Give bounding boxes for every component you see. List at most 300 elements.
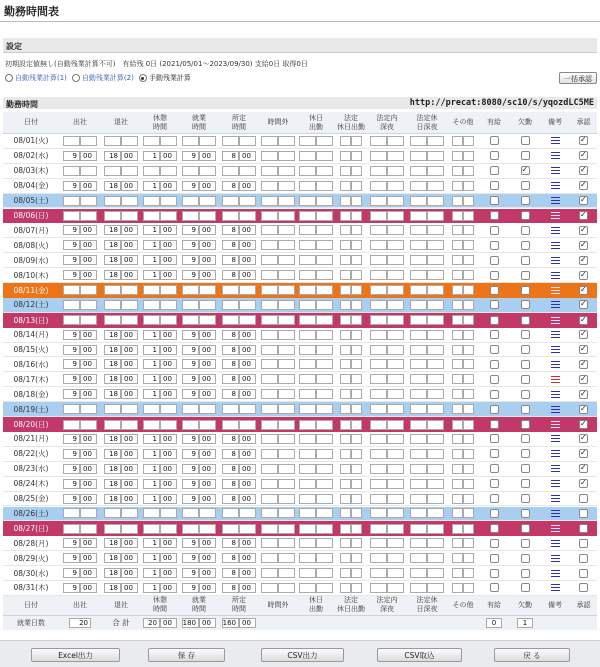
paid-leave-checkbox[interactable] [490,211,499,220]
paid-leave-checkbox[interactable] [490,539,499,548]
legal-holiday-work-minutes-input[interactable] [351,479,362,489]
work-hours-input[interactable] [182,136,199,146]
legal-night-hours-input[interactable] [370,270,387,280]
legal-holiday-work-minutes-input[interactable] [351,285,362,295]
holiday-work-hours-input[interactable] [299,315,316,325]
legal-holiday-night-minutes-input[interactable] [427,136,444,146]
legal-night-hours-input[interactable] [370,285,387,295]
overtime-minutes-input[interactable] [278,255,295,265]
holiday-work-minutes-input[interactable] [316,315,333,325]
start-minutes-input[interactable] [80,404,97,414]
paid-leave-checkbox[interactable] [490,300,499,309]
other-minutes-input[interactable] [463,568,474,578]
other-minutes-input[interactable] [463,211,474,221]
break-hours-input[interactable] [143,404,160,414]
legal-holiday-night-minutes-input[interactable] [427,255,444,265]
legal-holiday-night-minutes-input[interactable] [427,300,444,310]
legal-holiday-work-minutes-input[interactable] [351,151,362,161]
overtime-minutes-input[interactable] [278,136,295,146]
holiday-work-minutes-input[interactable] [316,136,333,146]
approval-checkbox[interactable] [579,390,588,399]
other-minutes-input[interactable] [463,285,474,295]
absence-checkbox[interactable] [521,434,530,443]
legal-night-minutes-input[interactable] [387,196,404,206]
legal-night-minutes-input[interactable] [387,479,404,489]
work-minutes-input[interactable]: 00 [199,181,216,191]
work-minutes-input[interactable] [199,300,216,310]
legal-holiday-night-hours-input[interactable] [410,225,427,235]
paid-leave-checkbox[interactable] [490,449,499,458]
scheduled-minutes-input[interactable]: 00 [239,240,256,250]
legal-holiday-night-hours-input[interactable] [410,300,427,310]
scheduled-hours-input[interactable] [222,136,239,146]
break-hours-input[interactable] [143,420,160,430]
approval-checkbox[interactable] [579,360,588,369]
scheduled-hours-input[interactable] [222,300,239,310]
paid-leave-checkbox[interactable] [490,256,499,265]
approval-checkbox[interactable] [579,509,588,518]
break-minutes-input[interactable]: 00 [160,255,177,265]
start-minutes-input[interactable] [80,524,97,534]
legal-holiday-work-hours-input[interactable] [340,420,351,430]
holiday-work-minutes-input[interactable] [316,464,333,474]
legal-holiday-work-minutes-input[interactable] [351,553,362,563]
other-hours-input[interactable] [452,181,463,191]
approval-checkbox[interactable] [579,316,588,325]
paid-leave-checkbox[interactable] [490,583,499,592]
end-minutes-input[interactable] [121,196,138,206]
scheduled-minutes-input[interactable]: 00 [239,151,256,161]
paid-leave-checkbox[interactable] [490,345,499,354]
approval-checkbox[interactable] [579,330,588,339]
legal-holiday-night-minutes-input[interactable] [427,374,444,384]
holiday-work-minutes-input[interactable] [316,166,333,176]
memo-icon[interactable] [551,361,560,368]
work-hours-input[interactable]: 9 [182,151,199,161]
legal-holiday-work-minutes-input[interactable] [351,374,362,384]
work-minutes-input[interactable] [199,420,216,430]
break-hours-input[interactable]: 1 [143,568,160,578]
other-minutes-input[interactable] [463,330,474,340]
legal-holiday-night-minutes-input[interactable] [427,211,444,221]
legal-holiday-work-minutes-input[interactable] [351,330,362,340]
other-hours-input[interactable] [452,300,463,310]
start-minutes-input[interactable] [80,508,97,518]
paid-leave-checkbox[interactable] [490,151,499,160]
end-minutes-input[interactable]: 00 [121,434,138,444]
legal-night-hours-input[interactable] [370,449,387,459]
holiday-work-hours-input[interactable] [299,524,316,534]
memo-icon[interactable] [551,465,560,472]
holiday-work-minutes-input[interactable] [316,389,333,399]
start-minutes-input[interactable]: 00 [80,434,97,444]
legal-holiday-night-hours-input[interactable] [410,583,427,593]
memo-icon[interactable] [551,212,560,219]
holiday-work-minutes-input[interactable] [316,225,333,235]
legal-holiday-night-hours-input[interactable] [410,330,427,340]
break-minutes-input[interactable]: 00 [160,270,177,280]
work-minutes-input[interactable]: 00 [199,225,216,235]
start-minutes-input[interactable]: 00 [80,359,97,369]
work-hours-input[interactable]: 9 [182,330,199,340]
overtime-minutes-input[interactable] [278,479,295,489]
approval-checkbox[interactable] [579,375,588,384]
scheduled-hours-input[interactable]: 8 [222,568,239,578]
start-hours-input[interactable]: 9 [63,330,80,340]
end-minutes-input[interactable] [121,136,138,146]
holiday-work-minutes-input[interactable] [316,404,333,414]
end-hours-input[interactable]: 18 [104,479,121,489]
legal-holiday-work-minutes-input[interactable] [351,420,362,430]
scheduled-hours-input[interactable]: 8 [222,374,239,384]
work-hours-input[interactable] [182,404,199,414]
other-minutes-input[interactable] [463,538,474,548]
legal-night-minutes-input[interactable] [387,225,404,235]
holiday-work-minutes-input[interactable] [316,568,333,578]
holiday-work-hours-input[interactable] [299,538,316,548]
legal-holiday-work-minutes-input[interactable] [351,404,362,414]
absence-checkbox[interactable] [521,151,530,160]
paid-leave-checkbox[interactable] [490,271,499,280]
legal-night-minutes-input[interactable] [387,181,404,191]
paid-leave-checkbox[interactable] [490,524,499,533]
break-hours-input[interactable] [143,166,160,176]
holiday-work-minutes-input[interactable] [316,345,333,355]
overtime-minutes-input[interactable] [278,211,295,221]
other-hours-input[interactable] [452,464,463,474]
legal-holiday-night-minutes-input[interactable] [427,508,444,518]
holiday-work-minutes-input[interactable] [316,479,333,489]
absence-checkbox[interactable] [521,136,530,145]
other-hours-input[interactable] [452,538,463,548]
memo-icon[interactable] [551,510,560,517]
scheduled-hours-input[interactable]: 8 [222,449,239,459]
paid-leave-checkbox[interactable] [490,136,499,145]
work-minutes-input[interactable] [199,315,216,325]
legal-night-minutes-input[interactable] [387,508,404,518]
scheduled-minutes-input[interactable]: 00 [239,479,256,489]
holiday-work-hours-input[interactable] [299,166,316,176]
end-hours-input[interactable]: 18 [104,583,121,593]
holiday-work-hours-input[interactable] [299,300,316,310]
end-hours-input[interactable] [104,211,121,221]
break-minutes-input[interactable]: 00 [160,494,177,504]
memo-icon[interactable] [551,376,560,383]
other-hours-input[interactable] [452,330,463,340]
memo-icon[interactable] [551,197,560,204]
start-hours-input[interactable] [63,136,80,146]
memo-icon[interactable] [551,242,560,249]
legal-night-minutes-input[interactable] [387,315,404,325]
approval-checkbox[interactable] [579,449,588,458]
approval-checkbox[interactable] [579,196,588,205]
legal-holiday-night-minutes-input[interactable] [427,524,444,534]
start-minutes-input[interactable] [80,196,97,206]
legal-holiday-work-minutes-input[interactable] [351,240,362,250]
legal-holiday-night-minutes-input[interactable] [427,240,444,250]
legal-night-hours-input[interactable] [370,374,387,384]
scheduled-hours-input[interactable]: 8 [222,330,239,340]
break-minutes-input[interactable]: 00 [160,359,177,369]
end-hours-input[interactable]: 18 [104,374,121,384]
start-minutes-input[interactable]: 00 [80,494,97,504]
approval-checkbox[interactable] [579,569,588,578]
legal-holiday-work-minutes-input[interactable] [351,449,362,459]
paid-leave-checkbox[interactable] [490,494,499,503]
legal-holiday-work-minutes-input[interactable] [351,315,362,325]
end-hours-input[interactable] [104,196,121,206]
legal-holiday-work-hours-input[interactable] [340,345,351,355]
overtime-hours-input[interactable] [261,389,278,399]
scheduled-minutes-input[interactable]: 00 [239,330,256,340]
legal-holiday-work-hours-input[interactable] [340,225,351,235]
legal-holiday-work-hours-input[interactable] [340,196,351,206]
absence-checkbox[interactable] [521,524,530,533]
work-minutes-input[interactable] [199,404,216,414]
legal-holiday-work-minutes-input[interactable] [351,211,362,221]
holiday-work-hours-input[interactable] [299,285,316,295]
legal-holiday-work-hours-input[interactable] [340,538,351,548]
end-hours-input[interactable]: 18 [104,345,121,355]
other-minutes-input[interactable] [463,255,474,265]
memo-icon[interactable] [551,331,560,338]
holiday-work-minutes-input[interactable] [316,270,333,280]
legal-holiday-night-minutes-input[interactable] [427,359,444,369]
approval-checkbox[interactable] [579,211,588,220]
other-hours-input[interactable] [452,508,463,518]
scheduled-hours-input[interactable] [222,166,239,176]
paid-leave-checkbox[interactable] [490,569,499,578]
legal-holiday-work-minutes-input[interactable] [351,270,362,280]
memo-icon[interactable] [551,540,560,547]
approval-checkbox[interactable] [579,345,588,354]
scheduled-hours-input[interactable]: 8 [222,225,239,235]
legal-night-minutes-input[interactable] [387,136,404,146]
approval-checkbox[interactable] [579,226,588,235]
legal-night-hours-input[interactable] [370,389,387,399]
scheduled-hours-input[interactable] [222,404,239,414]
legal-night-hours-input[interactable] [370,420,387,430]
paid-leave-checkbox[interactable] [490,166,499,175]
absence-checkbox[interactable] [521,554,530,563]
start-hours-input[interactable] [63,285,80,295]
work-minutes-input[interactable]: 00 [199,568,216,578]
save-button[interactable]: 保 存 [148,648,225,662]
legal-holiday-work-hours-input[interactable] [340,479,351,489]
break-minutes-input[interactable]: 00 [160,464,177,474]
memo-icon[interactable] [551,137,560,144]
legal-night-minutes-input[interactable] [387,255,404,265]
other-hours-input[interactable] [452,420,463,430]
holiday-work-hours-input[interactable] [299,151,316,161]
start-minutes-input[interactable]: 00 [80,181,97,191]
paid-leave-checkbox[interactable] [490,434,499,443]
work-hours-input[interactable] [182,315,199,325]
end-hours-input[interactable]: 18 [104,568,121,578]
paid-leave-checkbox[interactable] [490,390,499,399]
holiday-work-hours-input[interactable] [299,196,316,206]
legal-night-minutes-input[interactable] [387,240,404,250]
legal-holiday-night-minutes-input[interactable] [427,553,444,563]
break-hours-input[interactable]: 1 [143,374,160,384]
memo-icon[interactable] [551,480,560,487]
end-minutes-input[interactable]: 00 [121,270,138,280]
start-hours-input[interactable]: 9 [63,374,80,384]
scheduled-minutes-input[interactable]: 00 [239,553,256,563]
scheduled-hours-input[interactable]: 8 [222,389,239,399]
scheduled-hours-input[interactable]: 8 [222,583,239,593]
break-minutes-input[interactable] [160,166,177,176]
paid-leave-checkbox[interactable] [490,330,499,339]
legal-night-minutes-input[interactable] [387,270,404,280]
legal-holiday-work-hours-input[interactable] [340,389,351,399]
other-hours-input[interactable] [452,196,463,206]
start-minutes-input[interactable] [80,300,97,310]
legal-night-hours-input[interactable] [370,404,387,414]
absence-checkbox[interactable] [521,583,530,592]
work-minutes-input[interactable] [199,524,216,534]
work-hours-input[interactable]: 9 [182,494,199,504]
scheduled-minutes-input[interactable]: 00 [239,568,256,578]
scheduled-hours-input[interactable] [222,196,239,206]
scheduled-minutes-input[interactable]: 00 [239,494,256,504]
other-minutes-input[interactable] [463,479,474,489]
scheduled-hours-input[interactable]: 8 [222,434,239,444]
start-hours-input[interactable]: 9 [63,434,80,444]
break-hours-input[interactable]: 1 [143,240,160,250]
other-hours-input[interactable] [452,270,463,280]
paid-leave-checkbox[interactable] [490,360,499,369]
start-hours-input[interactable]: 9 [63,538,80,548]
break-hours-input[interactable]: 1 [143,389,160,399]
break-hours-input[interactable]: 1 [143,330,160,340]
legal-holiday-work-hours-input[interactable] [340,404,351,414]
overtime-minutes-input[interactable] [278,434,295,444]
break-minutes-input[interactable]: 00 [160,568,177,578]
holiday-work-hours-input[interactable] [299,420,316,430]
legal-holiday-work-hours-input[interactable] [340,508,351,518]
work-minutes-input[interactable]: 00 [199,374,216,384]
holiday-work-minutes-input[interactable] [316,583,333,593]
other-hours-input[interactable] [452,479,463,489]
scheduled-minutes-input[interactable] [239,166,256,176]
start-hours-input[interactable] [63,211,80,221]
overtime-hours-input[interactable] [261,330,278,340]
overtime-hours-input[interactable] [261,181,278,191]
approval-checkbox[interactable] [579,151,588,160]
scheduled-minutes-input[interactable]: 00 [239,538,256,548]
csv-export-button[interactable]: CSV出力 [261,648,344,662]
other-hours-input[interactable] [452,151,463,161]
holiday-work-hours-input[interactable] [299,553,316,563]
end-minutes-input[interactable]: 00 [121,225,138,235]
other-minutes-input[interactable] [463,434,474,444]
legal-holiday-night-hours-input[interactable] [410,479,427,489]
absence-checkbox[interactable] [521,405,530,414]
absence-checkbox[interactable] [521,360,530,369]
calc-mode-radio-3[interactable] [139,73,191,83]
other-minutes-input[interactable] [463,449,474,459]
start-minutes-input[interactable]: 00 [80,568,97,578]
work-hours-input[interactable]: 9 [182,374,199,384]
end-minutes-input[interactable]: 00 [121,345,138,355]
legal-night-hours-input[interactable] [370,211,387,221]
memo-icon[interactable] [551,167,560,174]
overtime-minutes-input[interactable] [278,330,295,340]
holiday-work-hours-input[interactable] [299,136,316,146]
absence-checkbox[interactable] [521,316,530,325]
start-hours-input[interactable] [63,196,80,206]
other-minutes-input[interactable] [463,359,474,369]
end-hours-input[interactable]: 18 [104,553,121,563]
legal-night-minutes-input[interactable] [387,300,404,310]
break-hours-input[interactable]: 1 [143,538,160,548]
approval-checkbox[interactable] [579,241,588,250]
overtime-hours-input[interactable] [261,359,278,369]
other-minutes-input[interactable] [463,553,474,563]
legal-night-hours-input[interactable] [370,359,387,369]
other-minutes-input[interactable] [463,389,474,399]
break-hours-input[interactable]: 1 [143,225,160,235]
legal-holiday-night-minutes-input[interactable] [427,151,444,161]
legal-holiday-night-hours-input[interactable] [410,270,427,280]
overtime-hours-input[interactable] [261,449,278,459]
overtime-hours-input[interactable] [261,404,278,414]
absence-checkbox[interactable] [521,494,530,503]
overtime-hours-input[interactable] [261,196,278,206]
holiday-work-hours-input[interactable] [299,464,316,474]
legal-holiday-night-minutes-input[interactable] [427,404,444,414]
other-hours-input[interactable] [452,315,463,325]
break-hours-input[interactable] [143,285,160,295]
legal-holiday-work-minutes-input[interactable] [351,225,362,235]
work-hours-input[interactable]: 9 [182,464,199,474]
work-minutes-input[interactable]: 00 [199,345,216,355]
holiday-work-minutes-input[interactable] [316,508,333,518]
legal-night-minutes-input[interactable] [387,538,404,548]
break-minutes-input[interactable]: 00 [160,181,177,191]
absence-checkbox[interactable] [521,211,530,220]
legal-holiday-night-minutes-input[interactable] [427,389,444,399]
scheduled-hours-input[interactable] [222,211,239,221]
start-hours-input[interactable]: 9 [63,568,80,578]
holiday-work-minutes-input[interactable] [316,240,333,250]
work-hours-input[interactable] [182,300,199,310]
legal-holiday-night-hours-input[interactable] [410,136,427,146]
holiday-work-hours-input[interactable] [299,240,316,250]
holiday-work-hours-input[interactable] [299,568,316,578]
overtime-minutes-input[interactable] [278,553,295,563]
approval-checkbox[interactable] [579,181,588,190]
start-minutes-input[interactable]: 00 [80,553,97,563]
legal-holiday-work-hours-input[interactable] [340,285,351,295]
legal-night-hours-input[interactable] [370,225,387,235]
holiday-work-hours-input[interactable] [299,508,316,518]
holiday-work-hours-input[interactable] [299,583,316,593]
start-hours-input[interactable] [63,524,80,534]
legal-holiday-night-hours-input[interactable] [410,151,427,161]
break-hours-input[interactable]: 1 [143,359,160,369]
absence-checkbox[interactable] [521,479,530,488]
scheduled-minutes-input[interactable] [239,211,256,221]
scheduled-minutes-input[interactable] [239,508,256,518]
legal-holiday-work-minutes-input[interactable] [351,434,362,444]
end-minutes-input[interactable]: 00 [121,240,138,250]
legal-holiday-night-hours-input[interactable] [410,389,427,399]
other-minutes-input[interactable] [463,136,474,146]
overtime-minutes-input[interactable] [278,151,295,161]
legal-holiday-work-hours-input[interactable] [340,568,351,578]
